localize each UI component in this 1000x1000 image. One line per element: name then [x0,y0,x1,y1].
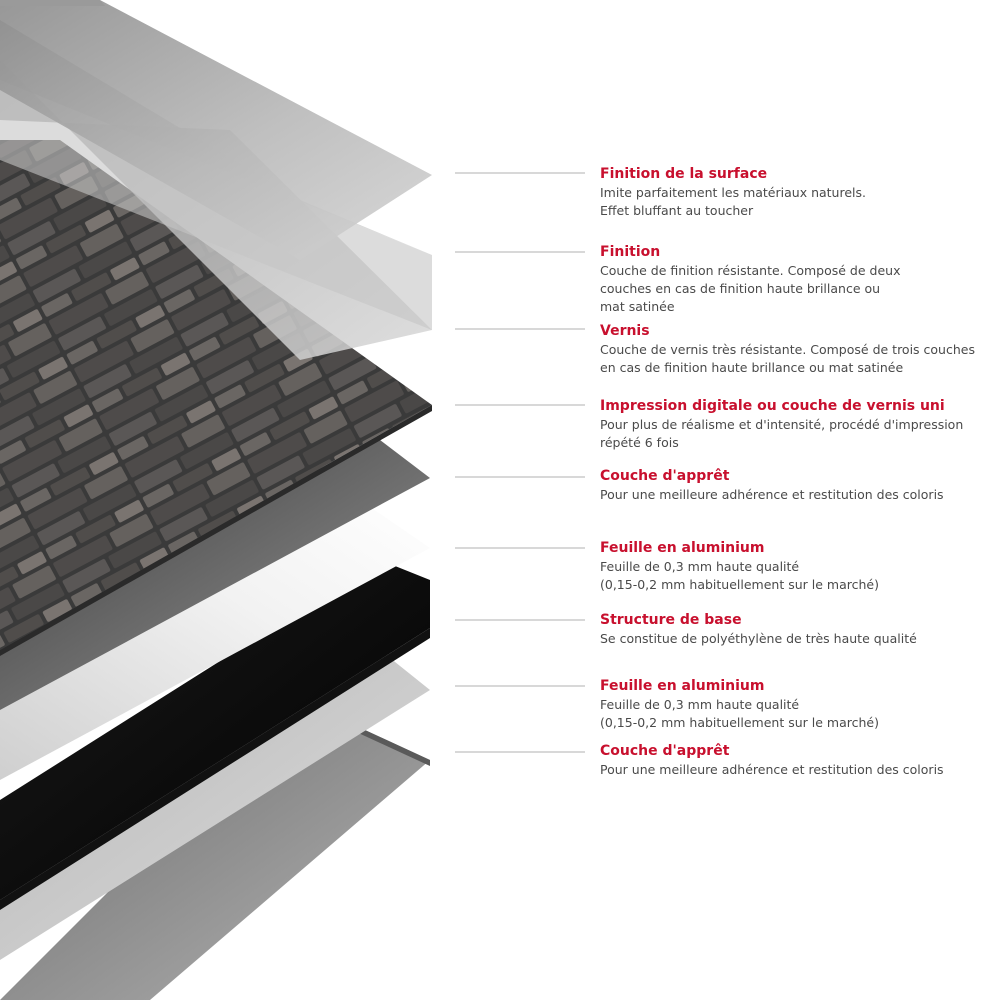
layer-description: Se constitue de polyéthylène de très haute qualité [600,631,917,646]
layer-title: Vernis [600,323,650,339]
layer-description: répété 6 fois [600,435,679,450]
layer-description: Feuille de 0,3 mm haute qualité [600,697,800,712]
layer-title: Finition [600,244,661,260]
layer-description: Feuille de 0,3 mm haute qualité [600,559,800,574]
layer-title: Couche d'apprêt [600,743,730,759]
layer-label-primer [600,466,990,504]
layer-title: Feuille en aluminium [600,678,765,694]
layer-title: Finition de la surface [600,166,768,182]
layer-description: couches en cas de finition haute brillance ou [600,281,881,296]
layer-title: Couche d'apprêt [600,468,730,484]
layer-description: Pour plus de réalisme et d'intensité, procédé d'impression [600,417,964,432]
layer-description: (0,15-0,2 mm habituellement sur le marché) [600,577,879,592]
layer-description: Pour une meilleure adhérence et restitution des coloris [600,487,944,502]
layer-description: en cas de finition haute brillance ou mat satinée [600,360,904,375]
layer-description: Effet bluffant au toucher [600,203,754,218]
layer-label-primer-lower [600,741,990,779]
layer-description: Couche de finition résistante. Composé de deux [600,263,901,278]
layer-description: mat satinée [600,299,675,314]
layer-label-aluminium [600,538,990,594]
layer-label-finish [600,242,990,316]
layer-description: (0,15-0,2 mm habituellement sur le marché) [600,715,879,730]
layer-title: Structure de base [600,612,742,628]
layer-label-base-structure [600,610,990,648]
layer-description: Couche de vernis très résistante. Composé de trois couches [600,342,975,357]
layer-label-varnish [600,321,990,377]
layer-description: Pour une meilleure adhérence et restitution des coloris [600,762,944,777]
layer-label-aluminium-lower [600,676,990,732]
layer-label-digital-print [600,396,990,452]
layer-title: Impression digitale ou couche de vernis uni [600,398,945,414]
layer-title: Feuille en aluminium [600,540,765,556]
leader-lines [455,173,585,752]
layer-label-surface-finish [600,164,990,220]
layer-description: Imite parfaitement les matériaux naturels. [600,185,866,200]
